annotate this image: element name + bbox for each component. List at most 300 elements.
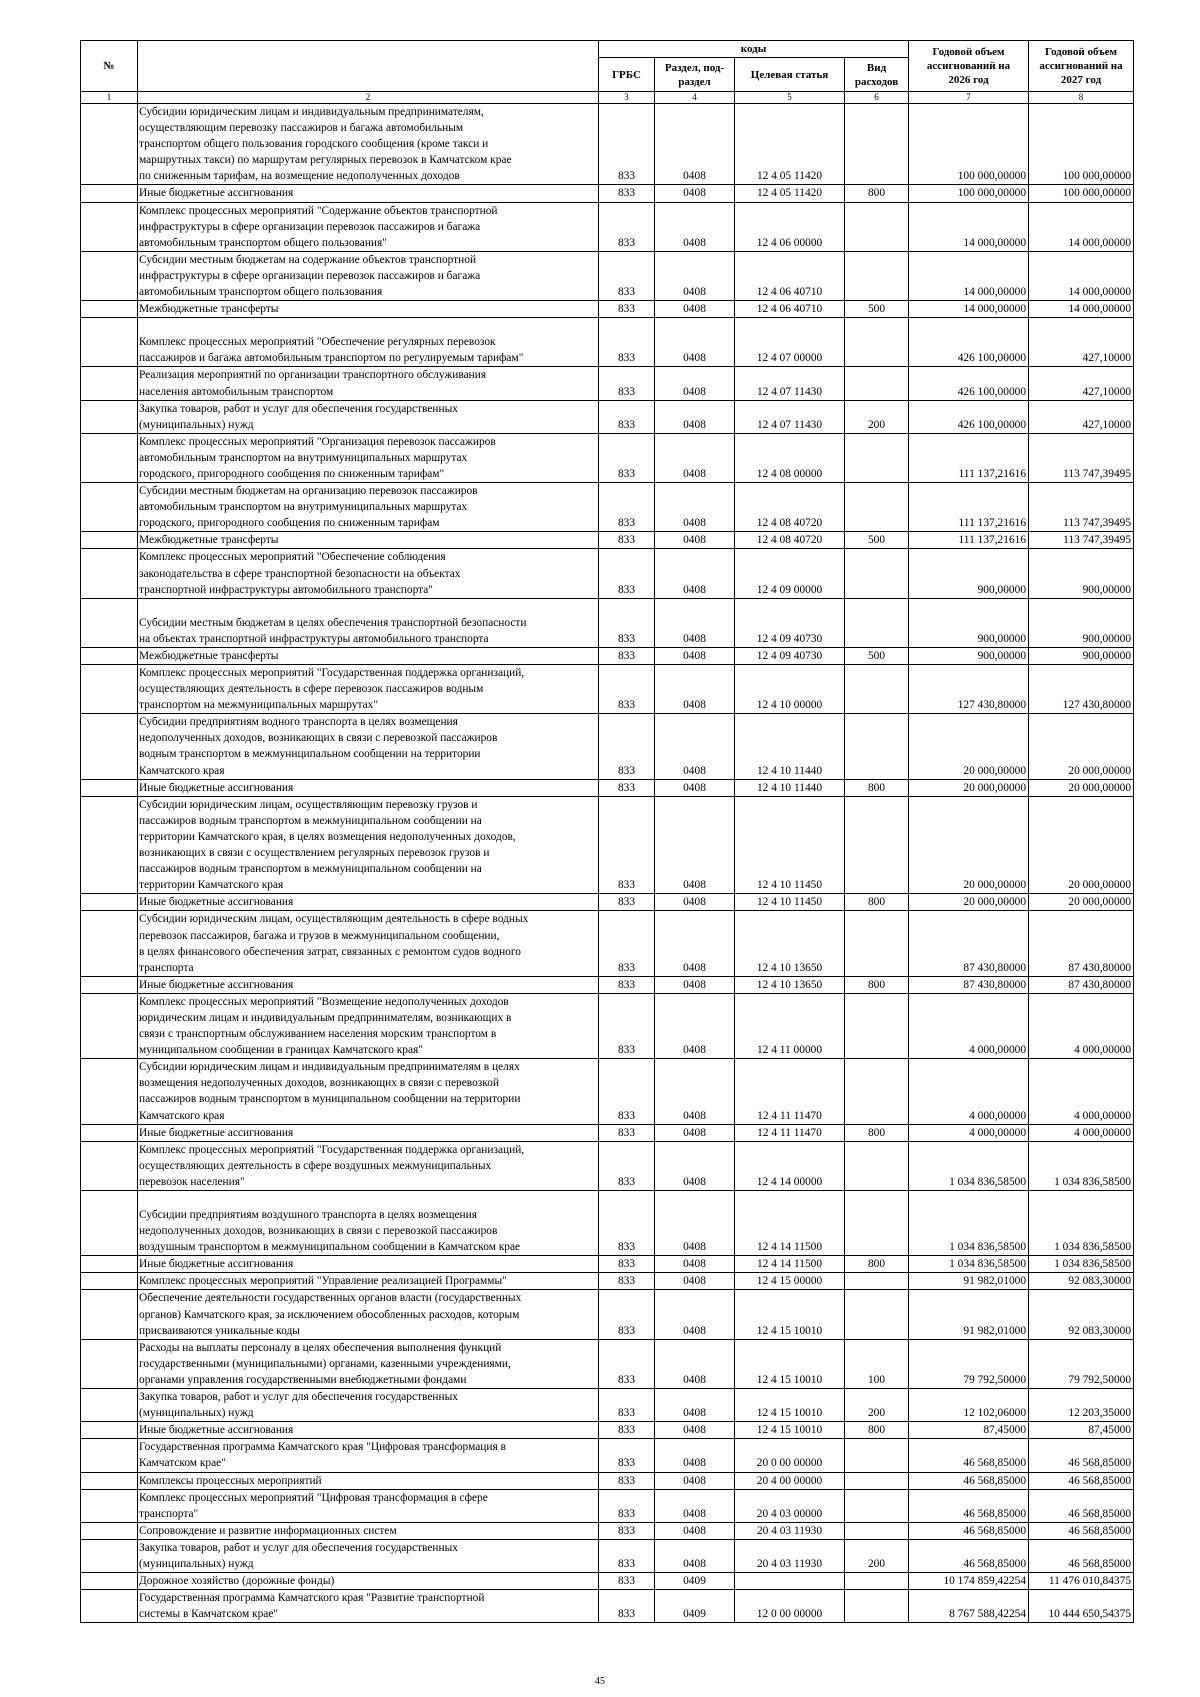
row-number-cell <box>81 993 138 1058</box>
table-row <box>81 1522 1134 1539</box>
table-row <box>81 796 1134 894</box>
row-name: Межбюджетные трансферты <box>138 301 599 318</box>
row-section: 0408 <box>655 367 735 400</box>
row-grbs: 833 <box>599 1256 655 1273</box>
row-target-article: 12 4 07 11430 <box>735 400 845 433</box>
row-grbs: 833 <box>599 779 655 796</box>
row-volume-2026: 46 568,85000 <box>909 1489 1029 1522</box>
table-row <box>81 367 1134 400</box>
table-row <box>81 251 1134 300</box>
row-target-article: 12 4 11 11470 <box>735 1124 845 1141</box>
row-volume-2027: 100 000,00000 <box>1029 185 1134 202</box>
row-volume-2026: 20 000,00000 <box>909 894 1029 911</box>
row-expense-type <box>845 1290 909 1339</box>
row-expense-type: 500 <box>845 647 909 664</box>
table-row <box>81 993 1134 1058</box>
header-target-article: Целевая статья <box>735 58 845 92</box>
row-grbs: 833 <box>599 1059 655 1124</box>
row-target-article: 12 0 00 00000 <box>735 1590 845 1623</box>
table-row <box>81 483 1134 532</box>
row-number-cell <box>81 714 138 779</box>
row-volume-2027: 79 792,50000 <box>1029 1339 1134 1388</box>
row-target-article: 12 4 15 10010 <box>735 1422 845 1439</box>
column-number: 2 <box>138 92 599 104</box>
row-grbs: 833 <box>599 647 655 664</box>
row-number-cell <box>81 796 138 894</box>
row-name: Субсидии предприятиям воздушного транспорта в целях возмещения недополученных доходов, возникающих в связи с перевозкой пассажиров воздушным транспортом в межмуниципальном сообщении в Камчатском крае <box>138 1191 599 1256</box>
row-volume-2026: 79 792,50000 <box>909 1339 1029 1388</box>
row-number-cell <box>81 532 138 549</box>
row-volume-2027: 427,10000 <box>1029 400 1134 433</box>
row-number-cell <box>81 202 138 251</box>
row-volume-2026: 46 568,85000 <box>909 1439 1029 1472</box>
row-target-article: 12 4 06 00000 <box>735 202 845 251</box>
row-section: 0408 <box>655 894 735 911</box>
row-volume-2027: 100 000,00000 <box>1029 104 1134 185</box>
row-number-cell <box>81 1590 138 1623</box>
row-volume-2026: 100 000,00000 <box>909 104 1029 185</box>
row-name: Межбюджетные трансферты <box>138 532 599 549</box>
header-volume-2026: Годовой объем ассигнований на 2026 год <box>909 41 1029 92</box>
row-grbs: 833 <box>599 911 655 976</box>
row-name: Реализация мероприятий по организации транспортного обслуживания населения автомобильным транспортом <box>138 367 599 400</box>
table-row <box>81 185 1134 202</box>
row-expense-type: 100 <box>845 1339 909 1388</box>
row-volume-2026: 91 982,01000 <box>909 1290 1029 1339</box>
row-volume-2026: 111 137,21616 <box>909 483 1029 532</box>
row-number-cell <box>81 1141 138 1190</box>
row-grbs: 833 <box>599 104 655 185</box>
row-volume-2027: 127 430,80000 <box>1029 665 1134 714</box>
table-row <box>81 1059 1134 1124</box>
row-section: 0409 <box>655 1573 735 1590</box>
column-number: 1 <box>81 92 138 104</box>
row-grbs: 833 <box>599 185 655 202</box>
row-volume-2026: 46 568,85000 <box>909 1539 1029 1572</box>
row-number-cell <box>81 433 138 482</box>
row-volume-2026: 20 000,00000 <box>909 796 1029 894</box>
row-grbs: 833 <box>599 1590 655 1623</box>
row-volume-2026: 87 430,80000 <box>909 911 1029 976</box>
row-volume-2027: 87 430,80000 <box>1029 976 1134 993</box>
row-volume-2026: 20 000,00000 <box>909 714 1029 779</box>
row-volume-2026: 91 982,01000 <box>909 1273 1029 1290</box>
row-section: 0408 <box>655 104 735 185</box>
header-volume-2027: Годовой объем ассигнований на 2027 год <box>1029 41 1134 92</box>
table-row <box>81 549 1134 598</box>
row-grbs: 833 <box>599 301 655 318</box>
row-grbs: 833 <box>599 318 655 367</box>
row-grbs: 833 <box>599 1191 655 1256</box>
row-target-article: 12 4 10 00000 <box>735 665 845 714</box>
row-section: 0408 <box>655 1472 735 1489</box>
row-target-article: 12 4 08 40720 <box>735 532 845 549</box>
row-expense-type <box>845 202 909 251</box>
row-name: Комплекс процессных мероприятий "Обеспечение соблюдения законодательства в сфере транспортной безопасности на объектах транспортной инфраструктуры автомобильного транспорта" <box>138 549 599 598</box>
table-row <box>81 911 1134 976</box>
row-volume-2027: 46 568,85000 <box>1029 1472 1134 1489</box>
row-section: 0408 <box>655 1489 735 1522</box>
row-volume-2027: 87,45000 <box>1029 1422 1134 1439</box>
row-section: 0408 <box>655 1389 735 1422</box>
row-volume-2027: 46 568,85000 <box>1029 1539 1134 1572</box>
table-row <box>81 1273 1134 1290</box>
row-section: 0408 <box>655 1439 735 1472</box>
table-row <box>81 779 1134 796</box>
row-grbs: 833 <box>599 894 655 911</box>
row-number-cell <box>81 1472 138 1489</box>
row-volume-2026: 4 000,00000 <box>909 1059 1029 1124</box>
table-row <box>81 1422 1134 1439</box>
row-section: 0408 <box>655 1059 735 1124</box>
row-grbs: 833 <box>599 1339 655 1388</box>
table-row <box>81 1472 1134 1489</box>
row-volume-2027: 1 034 836,58500 <box>1029 1141 1134 1190</box>
row-volume-2026: 4 000,00000 <box>909 993 1029 1058</box>
row-number-cell <box>81 911 138 976</box>
table-row <box>81 1573 1134 1590</box>
header-grbs: ГРБС <box>599 58 655 92</box>
row-expense-type <box>845 1522 909 1539</box>
row-section: 0408 <box>655 1191 735 1256</box>
row-name: Закупка товаров, работ и услуг для обеспечения государственных (муниципальных) нужд <box>138 1539 599 1572</box>
table-row <box>81 1256 1134 1273</box>
table-row <box>81 1141 1134 1190</box>
row-number-cell <box>81 598 138 647</box>
row-name: Закупка товаров, работ и услуг для обеспечения государственных (муниципальных) нужд <box>138 400 599 433</box>
table-row <box>81 318 1134 367</box>
row-expense-type: 800 <box>845 1422 909 1439</box>
row-volume-2027: 113 747,39495 <box>1029 433 1134 482</box>
row-name: Обеспечение деятельности государственных органов власти (государственных органов) Камчатского края, за исключением обособленных расходов, которым присваиваются уникальные коды <box>138 1290 599 1339</box>
row-section: 0408 <box>655 433 735 482</box>
row-section: 0408 <box>655 1290 735 1339</box>
row-volume-2026: 4 000,00000 <box>909 1124 1029 1141</box>
table-row <box>81 1539 1134 1572</box>
table-row <box>81 1389 1134 1422</box>
row-volume-2027: 113 747,39495 <box>1029 483 1134 532</box>
row-target-article: 20 4 03 00000 <box>735 1489 845 1522</box>
row-volume-2027: 46 568,85000 <box>1029 1489 1134 1522</box>
row-volume-2026: 1 034 836,58500 <box>909 1141 1029 1190</box>
row-expense-type <box>845 549 909 598</box>
row-number-cell <box>81 1191 138 1256</box>
row-number-cell <box>81 483 138 532</box>
row-number-cell <box>81 318 138 367</box>
row-volume-2026: 111 137,21616 <box>909 433 1029 482</box>
row-name: Расходы на выплаты персоналу в целях обеспечения выполнения функций государственными (муниципальными) органами, казенными учреждениями, органами управления государственными внебюджетными фондами <box>138 1339 599 1388</box>
column-number: 5 <box>735 92 845 104</box>
row-name: Иные бюджетные ассигнования <box>138 185 599 202</box>
row-expense-type <box>845 433 909 482</box>
row-section: 0408 <box>655 796 735 894</box>
row-expense-type <box>845 367 909 400</box>
table-row <box>81 1290 1134 1339</box>
row-expense-type: 800 <box>845 1256 909 1273</box>
row-volume-2027: 10 444 650,54375 <box>1029 1590 1134 1623</box>
row-volume-2027: 92 083,30000 <box>1029 1273 1134 1290</box>
row-number-cell <box>81 665 138 714</box>
row-volume-2027: 20 000,00000 <box>1029 714 1134 779</box>
row-section: 0408 <box>655 911 735 976</box>
row-section: 0408 <box>655 1273 735 1290</box>
table-row <box>81 598 1134 647</box>
row-target-article: 12 4 05 11420 <box>735 185 845 202</box>
row-volume-2027: 4 000,00000 <box>1029 1124 1134 1141</box>
row-number-cell <box>81 1489 138 1522</box>
row-target-article: 12 4 10 11440 <box>735 779 845 796</box>
row-target-article: 12 4 08 00000 <box>735 433 845 482</box>
row-name: Закупка товаров, работ и услуг для обеспечения государственных (муниципальных) нужд <box>138 1389 599 1422</box>
row-volume-2027: 1 034 836,58500 <box>1029 1256 1134 1273</box>
row-section: 0408 <box>655 400 735 433</box>
row-expense-type <box>845 251 909 300</box>
row-grbs: 833 <box>599 1389 655 1422</box>
row-name: Субсидии местным бюджетам на организацию перевозок пассажиров автомобильным транспортом на внутримуниципальных маршрутах городского, пригородного сообщения по сниженным тарифам <box>138 483 599 532</box>
row-volume-2026: 900,00000 <box>909 647 1029 664</box>
row-grbs: 833 <box>599 549 655 598</box>
row-number-cell <box>81 185 138 202</box>
row-name: Иные бюджетные ассигнования <box>138 1256 599 1273</box>
header-name <box>138 41 599 92</box>
row-grbs: 833 <box>599 1422 655 1439</box>
row-volume-2026: 111 137,21616 <box>909 532 1029 549</box>
row-section: 0408 <box>655 779 735 796</box>
row-name: Иные бюджетные ассигнования <box>138 1422 599 1439</box>
row-volume-2026: 426 100,00000 <box>909 318 1029 367</box>
row-section: 0408 <box>655 549 735 598</box>
row-section: 0408 <box>655 1422 735 1439</box>
row-grbs: 833 <box>599 532 655 549</box>
row-name: Комплекс процессных мероприятий "Управление реализацией Программы" <box>138 1273 599 1290</box>
row-grbs: 833 <box>599 400 655 433</box>
row-section: 0408 <box>655 483 735 532</box>
row-number-cell <box>81 1273 138 1290</box>
row-volume-2027: 900,00000 <box>1029 549 1134 598</box>
page-number: 45 <box>595 1676 605 1687</box>
row-volume-2026: 426 100,00000 <box>909 367 1029 400</box>
row-volume-2027: 11 476 010,84375 <box>1029 1573 1134 1590</box>
row-grbs: 833 <box>599 1539 655 1572</box>
column-number: 6 <box>845 92 909 104</box>
row-section: 0408 <box>655 1522 735 1539</box>
row-grbs: 833 <box>599 1141 655 1190</box>
row-expense-type: 500 <box>845 301 909 318</box>
row-section: 0408 <box>655 1256 735 1273</box>
row-expense-type <box>845 665 909 714</box>
row-expense-type: 800 <box>845 185 909 202</box>
row-expense-type: 200 <box>845 400 909 433</box>
row-name: Субсидии юридическим лицам, осуществляющим перевозку грузов и пассажиров водным транспортом в межмуниципальном сообщении на территории Камчатского края, в целях возмещения недополученных доходов, возникающих в связи с осуществлением регулярных перевозок грузов и пассажиров водным транспортом в межмуниципальном сообщении на территории Камчатского края <box>138 796 599 894</box>
row-volume-2026: 87 430,80000 <box>909 976 1029 993</box>
row-target-article: 12 4 09 40730 <box>735 647 845 664</box>
row-name: Комплекс процессных мероприятий "Организация перевозок пассажиров автомобильным транспортом на внутримуниципальных маршрутах городского, пригородного сообщения по сниженным тарифам" <box>138 433 599 482</box>
row-volume-2027: 427,10000 <box>1029 367 1134 400</box>
column-number: 8 <box>1029 92 1134 104</box>
row-name: Комплекс процессных мероприятий "Государственная поддержка организаций, осуществляющих деятельность в сфере перевозок пассажиров водным транспортом на межмуниципальных маршрутах" <box>138 665 599 714</box>
row-volume-2026: 8 767 588,42254 <box>909 1590 1029 1623</box>
budget-table <box>80 40 1134 1623</box>
row-expense-type: 200 <box>845 1389 909 1422</box>
row-grbs: 833 <box>599 598 655 647</box>
row-volume-2026: 14 000,00000 <box>909 251 1029 300</box>
row-number-cell <box>81 647 138 664</box>
row-expense-type <box>845 1191 909 1256</box>
row-target-article: 12 4 15 00000 <box>735 1273 845 1290</box>
row-section: 0408 <box>655 714 735 779</box>
table-row <box>81 301 1134 318</box>
row-grbs: 833 <box>599 1472 655 1489</box>
row-expense-type <box>845 1590 909 1623</box>
table-row <box>81 1439 1134 1472</box>
row-expense-type <box>845 1273 909 1290</box>
row-name: Сопровождение и развитие информационных систем <box>138 1522 599 1539</box>
row-section: 0408 <box>655 1539 735 1572</box>
row-volume-2026: 20 000,00000 <box>909 779 1029 796</box>
row-volume-2027: 46 568,85000 <box>1029 1439 1134 1472</box>
row-target-article: 12 4 14 11500 <box>735 1191 845 1256</box>
table-row <box>81 104 1134 185</box>
row-section: 0408 <box>655 598 735 647</box>
row-name: Субсидии предприятиям водного транспорта в целях возмещения недополученных доходов, возникающих в связи с перевозкой пассажиров водным транспортом в межмуниципальном сообщении на территории Камчатского края <box>138 714 599 779</box>
table-row <box>81 202 1134 251</box>
header-codes: коды <box>599 41 909 58</box>
row-name: Комплекс процессных мероприятий "Государственная поддержка организаций, осуществляющих деятельность в сфере воздушных межмуниципальных перевозок населения" <box>138 1141 599 1190</box>
row-number-cell <box>81 779 138 796</box>
row-name: Иные бюджетные ассигнования <box>138 1124 599 1141</box>
table-row <box>81 1191 1134 1256</box>
row-name: Комплексы процессных мероприятий <box>138 1472 599 1489</box>
row-target-article: 12 4 05 11420 <box>735 104 845 185</box>
row-number-cell <box>81 1339 138 1388</box>
header-expense-type: Вид расходов <box>845 58 909 92</box>
row-number-cell <box>81 1059 138 1124</box>
row-section: 0408 <box>655 185 735 202</box>
table-row <box>81 1489 1134 1522</box>
row-volume-2026: 900,00000 <box>909 549 1029 598</box>
row-target-article <box>735 1573 845 1590</box>
row-section: 0408 <box>655 202 735 251</box>
row-volume-2027: 46 568,85000 <box>1029 1522 1134 1539</box>
row-target-article: 12 4 07 00000 <box>735 318 845 367</box>
row-target-article: 12 4 10 13650 <box>735 911 845 976</box>
row-section: 0408 <box>655 532 735 549</box>
row-section: 0408 <box>655 993 735 1058</box>
row-target-article: 12 4 14 11500 <box>735 1256 845 1273</box>
budget-table-sheet <box>80 40 1133 1623</box>
row-grbs: 833 <box>599 1489 655 1522</box>
row-grbs: 833 <box>599 1522 655 1539</box>
row-volume-2027: 87 430,80000 <box>1029 911 1134 976</box>
row-name: Субсидии местным бюджетам на содержание объектов транспортной инфраструктуры в сфере организации перевозок пассажиров и багажа автомобильным транспортом общего пользования <box>138 251 599 300</box>
row-name: Иные бюджетные ассигнования <box>138 779 599 796</box>
row-volume-2027: 14 000,00000 <box>1029 251 1134 300</box>
row-volume-2027: 20 000,00000 <box>1029 894 1134 911</box>
row-expense-type <box>845 1141 909 1190</box>
row-number-cell <box>81 976 138 993</box>
row-grbs: 833 <box>599 993 655 1058</box>
row-section: 0408 <box>655 1124 735 1141</box>
row-target-article: 20 0 00 00000 <box>735 1439 845 1472</box>
row-volume-2027: 14 000,00000 <box>1029 202 1134 251</box>
row-expense-type <box>845 1059 909 1124</box>
row-grbs: 833 <box>599 483 655 532</box>
row-number-cell <box>81 301 138 318</box>
row-number-cell <box>81 1422 138 1439</box>
row-expense-type <box>845 104 909 185</box>
row-grbs: 833 <box>599 251 655 300</box>
row-name: Субсидии юридическим лицам, осуществляющим деятельность в сфере водных перевозок пассажиров, багажа и грузов в межмуниципальном сообщении, в целях финансового обеспечения затрат, связанных с ремонтом судов водного транспорта <box>138 911 599 976</box>
row-grbs: 833 <box>599 367 655 400</box>
row-volume-2026: 14 000,00000 <box>909 202 1029 251</box>
row-target-article: 12 4 11 11470 <box>735 1059 845 1124</box>
row-number-cell <box>81 1439 138 1472</box>
row-target-article: 20 4 03 11930 <box>735 1539 845 1572</box>
row-number-cell <box>81 1573 138 1590</box>
row-expense-type: 800 <box>845 779 909 796</box>
row-target-article: 12 4 06 40710 <box>735 251 845 300</box>
table-row <box>81 647 1134 664</box>
row-target-article: 20 4 03 11930 <box>735 1522 845 1539</box>
row-name: Комплекс процессных мероприятий "Обеспечение регулярных перевозок пассажиров и багажа автомобильным транспортом по регулируемым тарифам" <box>138 318 599 367</box>
row-number-cell <box>81 1256 138 1273</box>
row-target-article: 12 4 10 13650 <box>735 976 845 993</box>
row-volume-2026: 87,45000 <box>909 1422 1029 1439</box>
table-body <box>81 104 1134 1623</box>
table-row <box>81 1124 1134 1141</box>
row-grbs: 833 <box>599 1273 655 1290</box>
column-number: 3 <box>599 92 655 104</box>
row-section: 0408 <box>655 647 735 664</box>
row-target-article: 12 4 15 10010 <box>735 1389 845 1422</box>
table-header <box>81 41 1134 104</box>
row-grbs: 833 <box>599 433 655 482</box>
row-volume-2027: 427,10000 <box>1029 318 1134 367</box>
row-section: 0409 <box>655 1590 735 1623</box>
row-expense-type <box>845 796 909 894</box>
column-number: 7 <box>909 92 1029 104</box>
row-expense-type <box>845 318 909 367</box>
row-section: 0408 <box>655 976 735 993</box>
row-number-cell <box>81 1522 138 1539</box>
table-row <box>81 665 1134 714</box>
row-grbs: 833 <box>599 665 655 714</box>
row-volume-2026: 127 430,80000 <box>909 665 1029 714</box>
row-name: Дорожное хозяйство (дорожные фонды) <box>138 1573 599 1590</box>
row-target-article: 12 4 08 40720 <box>735 483 845 532</box>
row-expense-type <box>845 483 909 532</box>
row-target-article: 12 4 14 00000 <box>735 1141 845 1190</box>
table-row <box>81 400 1134 433</box>
row-target-article: 12 4 11 00000 <box>735 993 845 1058</box>
row-volume-2027: 12 203,35000 <box>1029 1389 1134 1422</box>
row-expense-type <box>845 911 909 976</box>
row-volume-2027: 92 083,30000 <box>1029 1290 1134 1339</box>
row-volume-2026: 426 100,00000 <box>909 400 1029 433</box>
row-number-cell <box>81 1290 138 1339</box>
row-name: Межбюджетные трансферты <box>138 647 599 664</box>
row-expense-type: 800 <box>845 976 909 993</box>
table-row <box>81 1590 1134 1623</box>
row-name: Субсидии юридическим лицам и индивидуальным предпринимателям, осуществляющим перевозку пассажиров и багажа автомобильным транспортом общего пользования городского сообщения (кроме такси и маршрутных такси) по маршрутам регулярных перевозок в Камчатском крае по сниженным тарифам, на возмещение недополученных доходов <box>138 104 599 185</box>
row-target-article: 12 4 07 11430 <box>735 367 845 400</box>
row-volume-2026: 14 000,00000 <box>909 301 1029 318</box>
row-volume-2027: 20 000,00000 <box>1029 779 1134 796</box>
table-row <box>81 976 1134 993</box>
row-number-cell <box>81 1124 138 1141</box>
row-section: 0408 <box>655 665 735 714</box>
row-target-article: 12 4 15 10010 <box>735 1339 845 1388</box>
